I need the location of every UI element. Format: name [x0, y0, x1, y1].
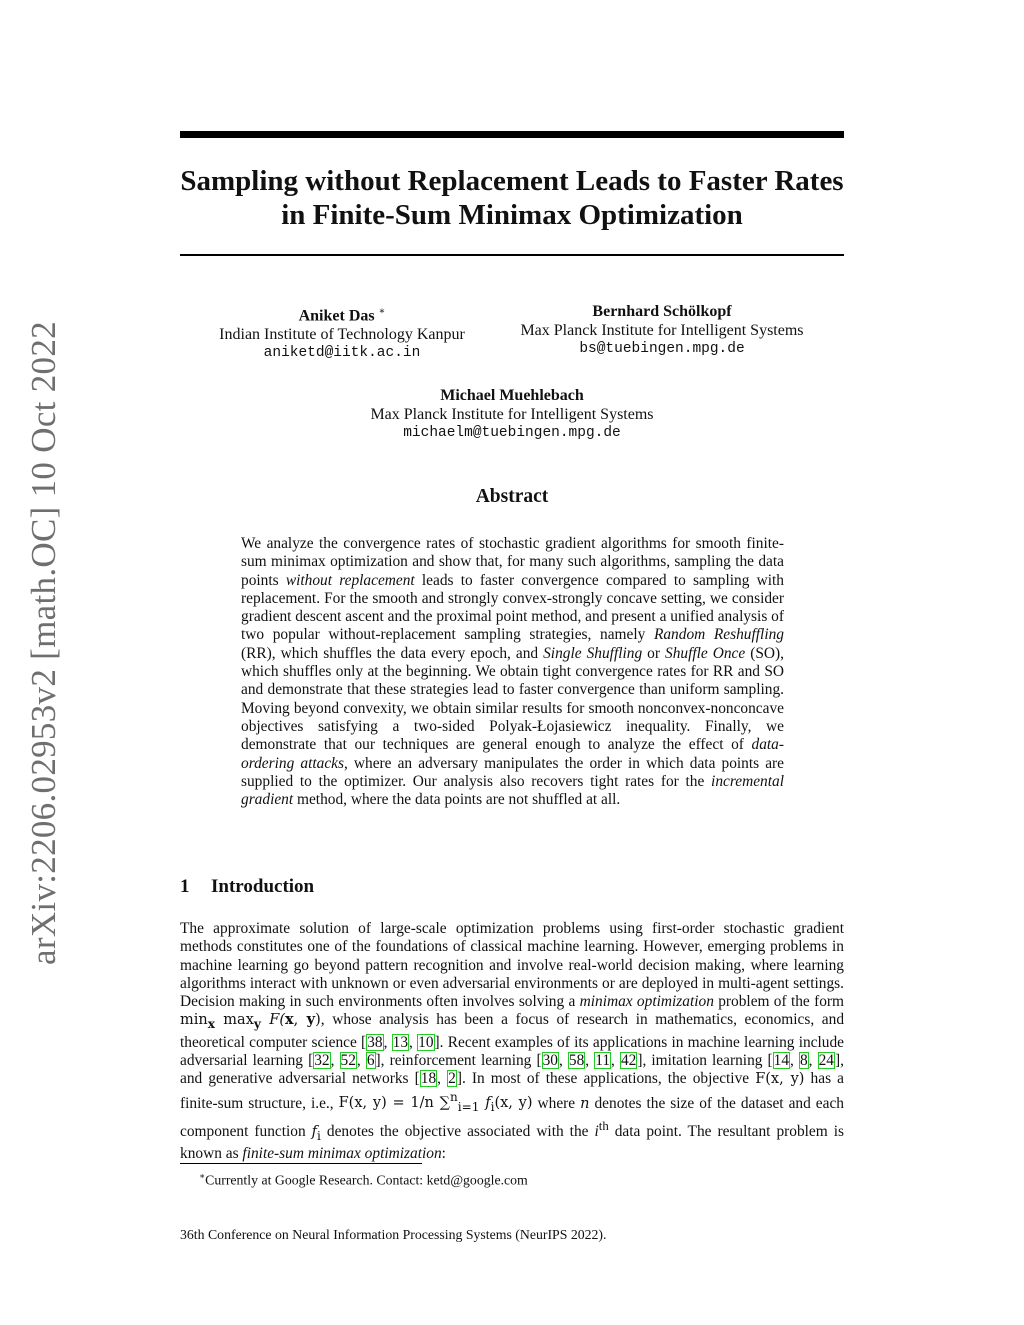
citation-link[interactable]: 38: [367, 1033, 383, 1051]
title-bottom-rule: [180, 254, 844, 256]
footnote-text: Currently at Google Research. Contact: ketd@google.com: [205, 1172, 528, 1188]
title-top-rule: [180, 131, 844, 138]
introduction-paragraph: The approximate solution of large-scale optimization problems using first-order stochastic gradient methods constitutes one of the foundations of classical machine learning. However, emerging problems in machine learning go beyond pattern recognition and involve real-world decision making, where learning algorithms interact with unknown or even adversarial environments or are deployed in multi-agent settings. Decision making in such environments often involves solving a minimax optimization problem of the form $\min_x \max_y F(x$, y), whose analysis has been a focus of research in mathematics, economics, and theoretical computer science [38, 13, 10]. Recent examples of its applications in machine learning include adversarial learning [32, 52, 6], reinforcement learning [30, 58, 11, 42], imitation learning [14, 8, 24], and generative adversarial networks [18, 2]. In most of these applications, the objective F(x, y) has a finite-sum structure, i.e., F(x, y) = 1/n ∑$^n_{i=1}$ $f_i(x$, y) where n denotes the size of the dataset and each component function $f_i$ denotes the objective associated with the $i^{th}$ data point. The resultant problem is known as finite-sum minimax optimization:: [180, 920, 845, 1162]
citation-link[interactable]: 6: [366, 1051, 375, 1069]
author-name: Bernhard Schölkopf: [592, 303, 732, 320]
venue-line: 36th Conference on Neural Information Processing Systems (NeurIPS 2022).: [180, 1227, 607, 1242]
author-block-aniket-das: [192, 302, 492, 363]
citation-link[interactable]: 24: [818, 1051, 834, 1069]
objective-formula: F(x, y): [755, 1071, 805, 1088]
citation-link[interactable]: 8: [799, 1051, 808, 1069]
author-name: Michael Muehlebach: [440, 387, 584, 404]
citation-link[interactable]: 10: [418, 1033, 434, 1051]
author-affiliation: Max Planck Institute for Intelligent Systems: [520, 322, 804, 339]
paper-title-line-1: Sampling without Replacement Leads to Faster Rates: [180, 165, 844, 197]
section-number: 1: [180, 876, 190, 897]
citation-link[interactable]: 42: [620, 1051, 637, 1069]
abstract-heading: Abstract: [475, 486, 549, 507]
footnote-mark: ∗: [199, 1171, 206, 1181]
abstract-body: We analyze the convergence rates of stochastic gradient algorithms for smooth finite-sum minimax optimization and show that, for many such algorithms, sampling the data points without replacement leads to faster convergence compared to sampling with replacement. For the smooth and strongly convex-strongly concave setting, we consider gradient descent ascent and the proximal point method, and present a unified analysis of two popular without-replacement sampling strategies, namely Random Reshuffling (RR), which shuffles the data every epoch, and Single Shuffling or Shuffle Once (SO), which shuffles only at the beginning. We obtain tight convergence rates for RR and SO and demonstrate that these strategies lead to faster convergence than uniform sampling. Moving beyond convexity, we obtain similar results for smooth nonconvex-nonconcave objectives satisfying a two-sided Polyak-Łojasiewicz inequality. Finally, we demonstrate that our techniques are general enough to analyze the effect of data-ordering attacks, where an adversary manipulates the order in which data points are supplied to the optimizer. Our analysis also recovers tight rates for the incremental gradient method, where the data points are not shuffled at all.: [241, 535, 784, 809]
citation-link[interactable]: 13: [392, 1033, 409, 1051]
author-block-bernhard-schoelkopf: [497, 302, 827, 359]
section-title: Introduction: [211, 876, 315, 897]
footnote-separator: [180, 1163, 422, 1164]
minimax-formula: $\min_x \max_y F(x$, y): [180, 1011, 321, 1032]
citation-link[interactable]: 58: [568, 1051, 585, 1069]
author-email: bs@tuebingen.mpg.de: [579, 341, 745, 357]
finite-sum-formula: F(x, y) = 1/n ∑$^n_{i=1}$ $f_i(x$, y): [338, 1090, 533, 1115]
author-affiliation: Indian Institute of Technology Kanpur: [219, 326, 465, 344]
citation-link[interactable]: 32: [314, 1051, 330, 1069]
section-heading-introduction: [180, 876, 314, 898]
arxiv-identifier-text: arXiv:2206.02953v2 [math.OC] 10 Oct 2022: [24, 321, 63, 965]
author-block-michael-muehlebach: [332, 386, 692, 443]
author-name: Aniket Das: [298, 307, 375, 325]
arxiv-identifier-stamp: [12, 321, 76, 965]
author-affiliation: Max Planck Institute for Intelligent Systems: [370, 406, 654, 423]
citation-link[interactable]: 14: [773, 1051, 790, 1069]
citation-link[interactable]: 2: [448, 1070, 456, 1088]
author-email: michaelm@tuebingen.mpg.de: [403, 425, 621, 441]
footnote: [199, 1168, 839, 1189]
citation-link[interactable]: 30: [542, 1051, 558, 1069]
paper-title: [150, 164, 874, 232]
component-function-symbol: $f_i$: [311, 1123, 321, 1143]
citation-link[interactable]: 52: [340, 1051, 356, 1069]
author-footnote-mark: ∗: [378, 306, 386, 317]
dataset-size-symbol: n: [580, 1095, 590, 1112]
paper-title-line-2: in Finite-Sum Minimax Optimization: [281, 199, 743, 231]
ith-symbol: $i^{th}$: [594, 1118, 609, 1140]
author-email: aniketd@iitk.ac.in: [263, 345, 421, 362]
citation-link[interactable]: 11: [595, 1051, 611, 1069]
citation-link[interactable]: 18: [420, 1070, 437, 1088]
